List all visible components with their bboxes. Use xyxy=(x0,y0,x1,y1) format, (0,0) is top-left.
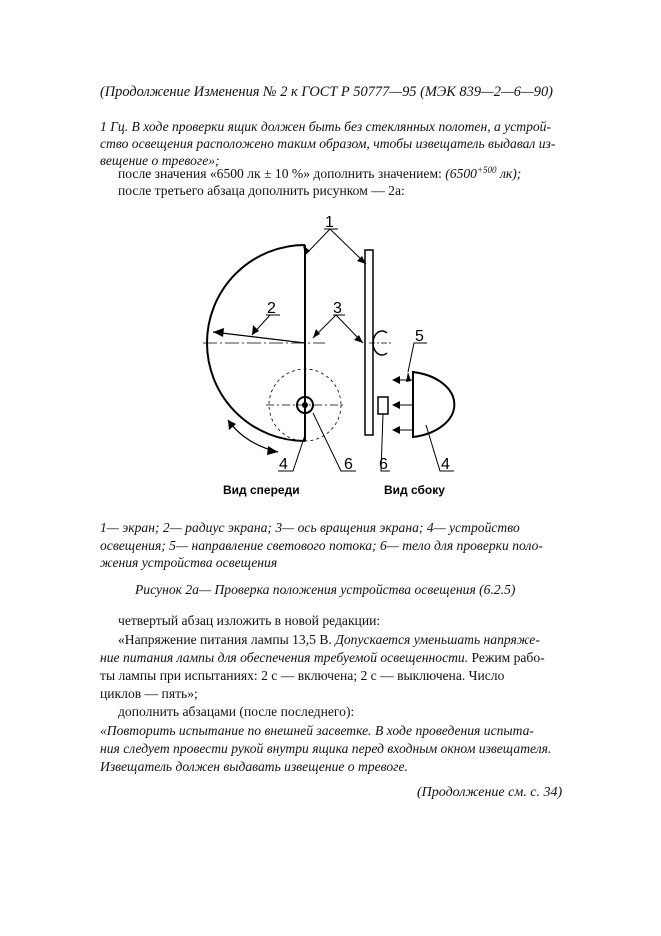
para1-line1: 1 Гц. В ходе проверки ящик должен быть без стеклянных полотен, а устрой- xyxy=(100,119,551,134)
leader-5-head xyxy=(406,372,411,382)
leader-5 xyxy=(408,343,427,372)
para5-line3: ты лампы при испытаниях: 2 с — включена; 2 с — выключена. Число xyxy=(100,668,505,683)
para7-line1: «Повторить испытание по внешней засветке. В ходе проведения испыта- xyxy=(100,723,534,738)
radius-line xyxy=(213,332,305,343)
para1-line3: вещение о тревоге»; xyxy=(100,153,220,168)
para5-line4: циклов — пять»; xyxy=(100,686,198,701)
para2-prefix: после значения «6500 лк ± 10 %» дополнить значением: xyxy=(118,166,446,181)
view-front-label: Вид спереди xyxy=(223,483,300,497)
para1-line2: ство освещения расположено таким образом, чтобы извещатель выдавал из- xyxy=(100,136,556,151)
para5-l2-normal: Режим рабо- xyxy=(468,650,545,665)
screen-side-rect xyxy=(365,250,373,435)
para5-l1-italic: Допускается уменьшать напряже- xyxy=(335,632,540,647)
label-3: 3 xyxy=(333,300,342,317)
radius-arrowhead xyxy=(213,328,224,337)
label-6-left: 6 xyxy=(344,456,353,473)
label-1: 1 xyxy=(325,214,334,231)
label-6-right: 6 xyxy=(379,456,388,473)
legend-line1: 1— экран; 2— радиус экрана; 3— ось вращения экрана; 4— устройство xyxy=(100,520,520,535)
flux-arrowhead-1 xyxy=(392,376,400,384)
legend-line2: освещения; 5— направление светового потока; 6— тело для проверки поло- xyxy=(100,538,543,553)
para4: четвертый абзац изложить в новой редакции: xyxy=(118,613,381,628)
figure-caption: Рисунок 2а— Проверка положения устройства освещения (6.2.5) xyxy=(135,582,516,597)
leader-2-head xyxy=(252,325,259,335)
leader-3b-head xyxy=(354,335,363,343)
rotation-arc-arrow xyxy=(228,420,278,452)
para5-line1 xyxy=(118,631,540,648)
para3: после третьего абзаца дополнить рисунком — 2а: xyxy=(118,183,405,198)
para5-l2-italic: ние питания лампы для обеспечения требуемой освещенности. xyxy=(100,650,469,665)
para6: дополнить абзацами (после последнего): xyxy=(118,704,355,719)
para7-line2: ния следует провести рукой внутри ящика перед входным окном извещателя. xyxy=(100,741,552,756)
lamp-side-shape xyxy=(413,372,454,437)
rotation-arrowhead-b xyxy=(267,446,278,455)
flux-arrowhead-3 xyxy=(392,426,400,434)
para5-line2 xyxy=(100,649,545,666)
legend-line3: жения устройства освещения xyxy=(100,555,278,570)
test-body-side-rect xyxy=(378,397,388,414)
para2-value: ($6500^{+500}$ лк); xyxy=(445,165,522,181)
label-2: 2 xyxy=(267,300,276,317)
page-header: (Продолжение Изменения № 2 к ГОСТ Р 50777—95 (МЭК 839—2—6—90) xyxy=(100,84,553,100)
leader-3a-head xyxy=(313,329,320,338)
flux-arrowhead-2 xyxy=(392,401,400,409)
label-4-right: 4 xyxy=(441,456,450,473)
para7-line3: Извещатель должен выдавать извещение о тревоге. xyxy=(100,759,408,774)
page-footer: (Продолжение см. с. 34) xyxy=(417,785,563,800)
view-side-label: Вид сбоку xyxy=(384,483,445,497)
label-5: 5 xyxy=(415,328,424,345)
label-4-left: 4 xyxy=(279,456,288,473)
test-body-center xyxy=(302,402,308,408)
para5-l1-normal: «Напряжение питания лампы 13,5 В. xyxy=(118,632,336,647)
